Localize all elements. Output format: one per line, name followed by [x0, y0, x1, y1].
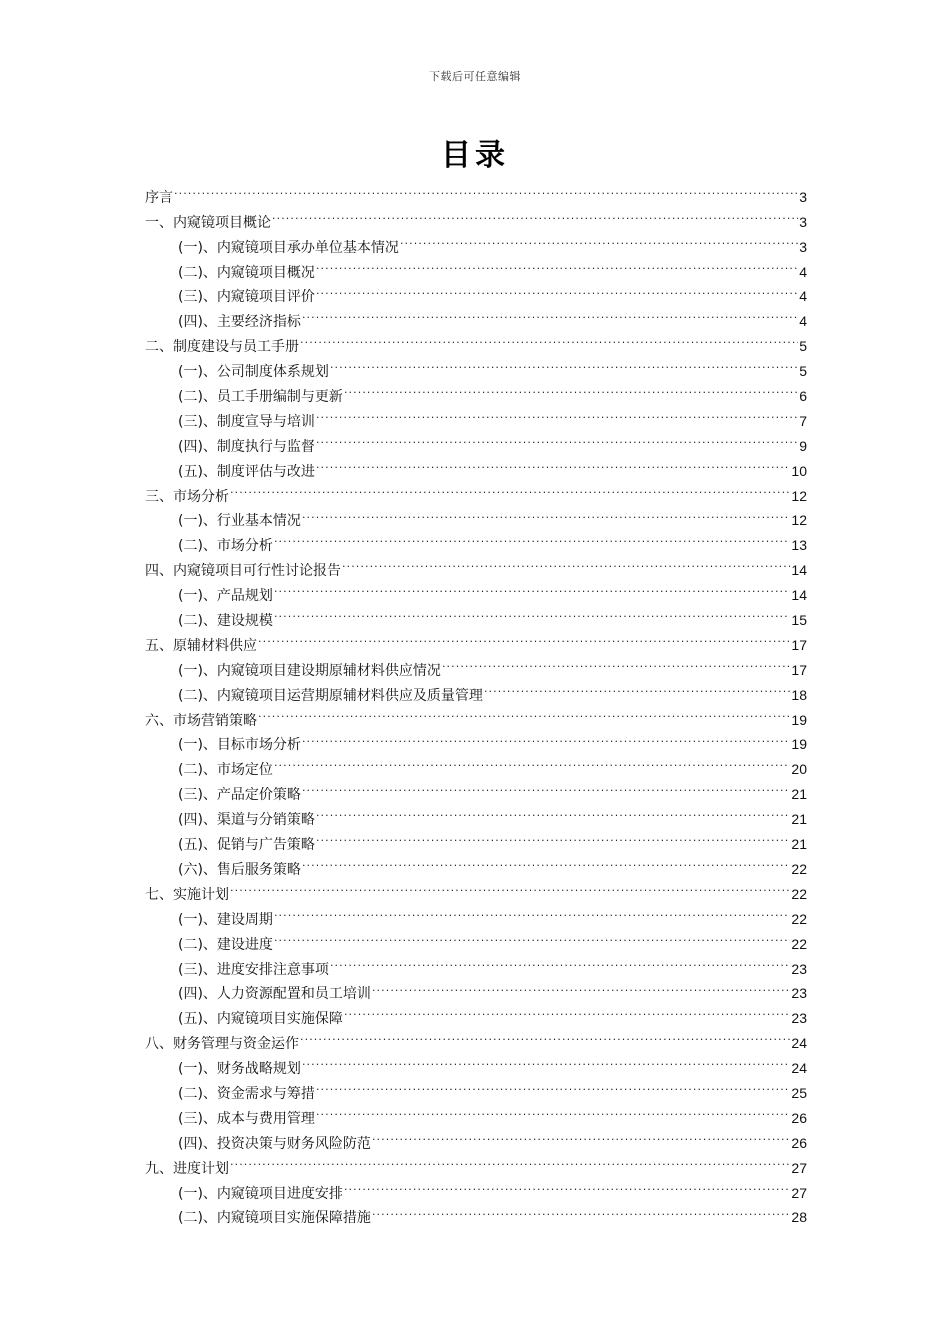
toc-page-number: 7 — [799, 412, 807, 429]
toc-subentry[interactable] — [145, 501, 807, 530]
toc-entry-label: (五)、促销与广告策略 — [178, 837, 315, 854]
dot-leader — [300, 1023, 790, 1048]
toc-entry[interactable] — [145, 177, 807, 206]
toc-entry[interactable] — [145, 874, 807, 903]
dot-leader — [330, 949, 790, 974]
dot-leader — [316, 799, 790, 824]
toc-entry-label: (一)、目标市场分析 — [178, 737, 301, 754]
dot-leader — [316, 426, 798, 451]
dot-leader — [230, 476, 790, 501]
dot-leader — [342, 550, 790, 575]
toc-page-number: 22 — [791, 935, 807, 952]
toc-entry-label: (六)、售后服务策略 — [178, 861, 301, 878]
dot-leader — [330, 351, 798, 376]
dot-leader — [316, 451, 790, 476]
toc-entry-label: (三)、成本与费用管理 — [178, 1110, 315, 1127]
toc-page-number: 14 — [791, 587, 807, 604]
toc-entry[interactable] — [145, 476, 807, 505]
toc-entry-label: (二)、内窥镜项目运营期原辅材料供应及质量管理 — [178, 687, 483, 704]
toc-page-number: 15 — [791, 612, 807, 629]
toc-page-number: 23 — [791, 1010, 807, 1027]
toc-entry-label: (二)、建设规模 — [178, 613, 273, 630]
dot-leader — [316, 824, 790, 849]
toc-entry-label: (五)、内窥镜项目实施保障 — [178, 1011, 343, 1028]
toc-entry-label: 三、市场分析 — [145, 488, 229, 505]
dot-leader — [230, 874, 790, 899]
toc-page-number: 6 — [799, 388, 807, 405]
toc-entry-label: (四)、主要经济指标 — [178, 314, 301, 331]
toc-page-number: 21 — [791, 836, 807, 853]
dot-leader — [316, 277, 798, 302]
toc-entry-label: 序言 — [145, 189, 173, 206]
page-header-note: 下载后可任意编辑 — [429, 70, 521, 83]
toc-page-number: 4 — [799, 288, 807, 305]
toc-entry-label: (一)、产品规划 — [178, 588, 273, 605]
toc-page-number: 26 — [791, 1109, 807, 1126]
toc-page-number: 21 — [791, 786, 807, 803]
toc-page-number: 4 — [799, 313, 807, 330]
dot-leader — [372, 1198, 790, 1223]
dot-leader — [274, 899, 790, 924]
toc-page-number: 20 — [791, 761, 807, 778]
toc-entry-label: (一)、内窥镜项目建设期原辅材料供应情况 — [178, 662, 441, 679]
toc-page-number: 5 — [799, 338, 807, 355]
toc-page-number: 28 — [791, 1209, 807, 1226]
dot-leader — [274, 749, 790, 774]
dot-leader — [400, 227, 798, 252]
dot-leader — [316, 401, 798, 426]
dot-leader — [274, 575, 790, 600]
dot-leader — [272, 202, 798, 227]
toc-entry-label: (一)、财务战略规划 — [178, 1061, 301, 1078]
dot-leader — [274, 600, 790, 625]
dot-leader — [316, 1073, 790, 1098]
toc-page-number: 12 — [791, 512, 807, 529]
toc-page-number: 17 — [791, 661, 807, 678]
toc-entry-label: (二)、内窥镜项目概况 — [178, 264, 315, 281]
toc-entry[interactable] — [145, 202, 807, 231]
toc-page-number: 22 — [791, 910, 807, 927]
toc-page-number: 27 — [791, 1184, 807, 1201]
toc-page-number: 14 — [791, 562, 807, 579]
dot-leader — [302, 849, 790, 874]
dot-leader — [442, 650, 790, 675]
toc-entry-label: (三)、内窥镜项目评价 — [178, 289, 315, 306]
dot-leader — [344, 1173, 790, 1198]
toc-entry-label: 九、进度计划 — [145, 1160, 229, 1177]
toc-page-number: 4 — [799, 263, 807, 280]
toc-page-number: 24 — [791, 1035, 807, 1052]
dot-leader — [316, 1098, 790, 1123]
toc-page-number: 3 — [799, 213, 807, 230]
toc-subentry[interactable] — [145, 1173, 807, 1202]
toc-entry-label: 一、内窥镜项目概论 — [145, 214, 271, 231]
toc-entry[interactable] — [145, 1148, 807, 1177]
toc-entry-label: (一)、行业基本情况 — [178, 513, 301, 530]
toc-page-number: 3 — [799, 238, 807, 255]
dot-leader — [302, 501, 790, 526]
toc-entry-label: 七、实施计划 — [145, 886, 229, 903]
toc-entry-label: (五)、制度评估与改进 — [178, 463, 315, 480]
toc-entry-label: (二)、员工手册编制与更新 — [178, 389, 343, 406]
dot-leader — [316, 252, 798, 277]
toc-title: 目录 — [441, 138, 509, 173]
toc-page-number: 24 — [791, 1060, 807, 1077]
toc-entry-label: (一)、内窥镜项目进度安排 — [178, 1185, 343, 1202]
toc-page-number: 26 — [791, 1134, 807, 1151]
toc-entry-label: 六、市场营销策略 — [145, 712, 257, 729]
toc-page-number: 18 — [791, 686, 807, 703]
toc-page-number: 25 — [791, 1084, 807, 1101]
toc-page-number: 5 — [799, 363, 807, 380]
dot-leader — [274, 525, 790, 550]
dot-leader — [230, 1148, 790, 1173]
toc-entry-label: (二)、建设进度 — [178, 936, 273, 953]
toc-entry-label: 二、制度建设与员工手册 — [145, 339, 299, 356]
toc-entry-label: (二)、资金需求与筹措 — [178, 1085, 315, 1102]
dot-leader — [344, 998, 790, 1023]
toc-subentry[interactable] — [145, 899, 807, 928]
toc-page-number: 22 — [791, 885, 807, 902]
toc-entry-label: 四、内窥镜项目可行性讨论报告 — [145, 563, 341, 580]
dot-leader — [344, 376, 798, 401]
dot-leader — [174, 177, 798, 202]
dot-leader — [484, 675, 790, 700]
toc-entry-label: (二)、内窥镜项目实施保障措施 — [178, 1210, 371, 1227]
toc-page-number: 23 — [791, 985, 807, 1002]
toc-entry-label: (三)、进度安排注意事项 — [178, 961, 329, 978]
toc-entry-label: (二)、市场分析 — [178, 538, 273, 555]
dot-leader — [274, 924, 790, 949]
toc-page-number: 13 — [791, 537, 807, 554]
toc-entry-label: (四)、投资决策与财务风险防范 — [178, 1135, 371, 1152]
toc-page-number: 27 — [791, 1159, 807, 1176]
toc-entry-label: (一)、公司制度体系规划 — [178, 364, 329, 381]
toc-page-number: 3 — [799, 188, 807, 205]
dot-leader — [302, 725, 790, 750]
toc-page-number: 22 — [791, 860, 807, 877]
toc-page-number: 19 — [791, 711, 807, 728]
dot-leader — [302, 1048, 790, 1073]
toc-page-number: 9 — [799, 437, 807, 454]
toc-page-number: 10 — [791, 462, 807, 479]
dot-leader — [300, 326, 798, 351]
dot-leader — [258, 625, 790, 650]
toc-page-number: 12 — [791, 487, 807, 504]
toc-page-number: 19 — [791, 736, 807, 753]
toc-entry-label: (四)、渠道与分销策略 — [178, 812, 315, 829]
toc-entry-label: (三)、制度宣导与培训 — [178, 413, 315, 430]
toc-page-number: 17 — [791, 636, 807, 653]
toc-page-number: 23 — [791, 960, 807, 977]
dot-leader — [258, 700, 790, 725]
toc-entry-label: (一)、内窥镜项目承办单位基本情况 — [178, 239, 399, 256]
toc-page-number: 21 — [791, 811, 807, 828]
table-of-contents — [145, 177, 807, 1227]
toc-entry-label: 五、原辅材料供应 — [145, 637, 257, 654]
dot-leader — [372, 1123, 790, 1148]
toc-entry-label: (四)、人力资源配置和员工培训 — [178, 986, 371, 1003]
toc-entry-label: (一)、建设周期 — [178, 911, 273, 928]
dot-leader — [302, 301, 798, 326]
dot-leader — [302, 774, 790, 799]
toc-entry-label: 八、财务管理与资金运作 — [145, 1036, 299, 1053]
toc-entry-label: (二)、市场定位 — [178, 762, 273, 779]
toc-entry-label: (四)、制度执行与监督 — [178, 438, 315, 455]
toc-entry-label: (三)、产品定价策略 — [178, 787, 301, 804]
dot-leader — [372, 974, 790, 999]
